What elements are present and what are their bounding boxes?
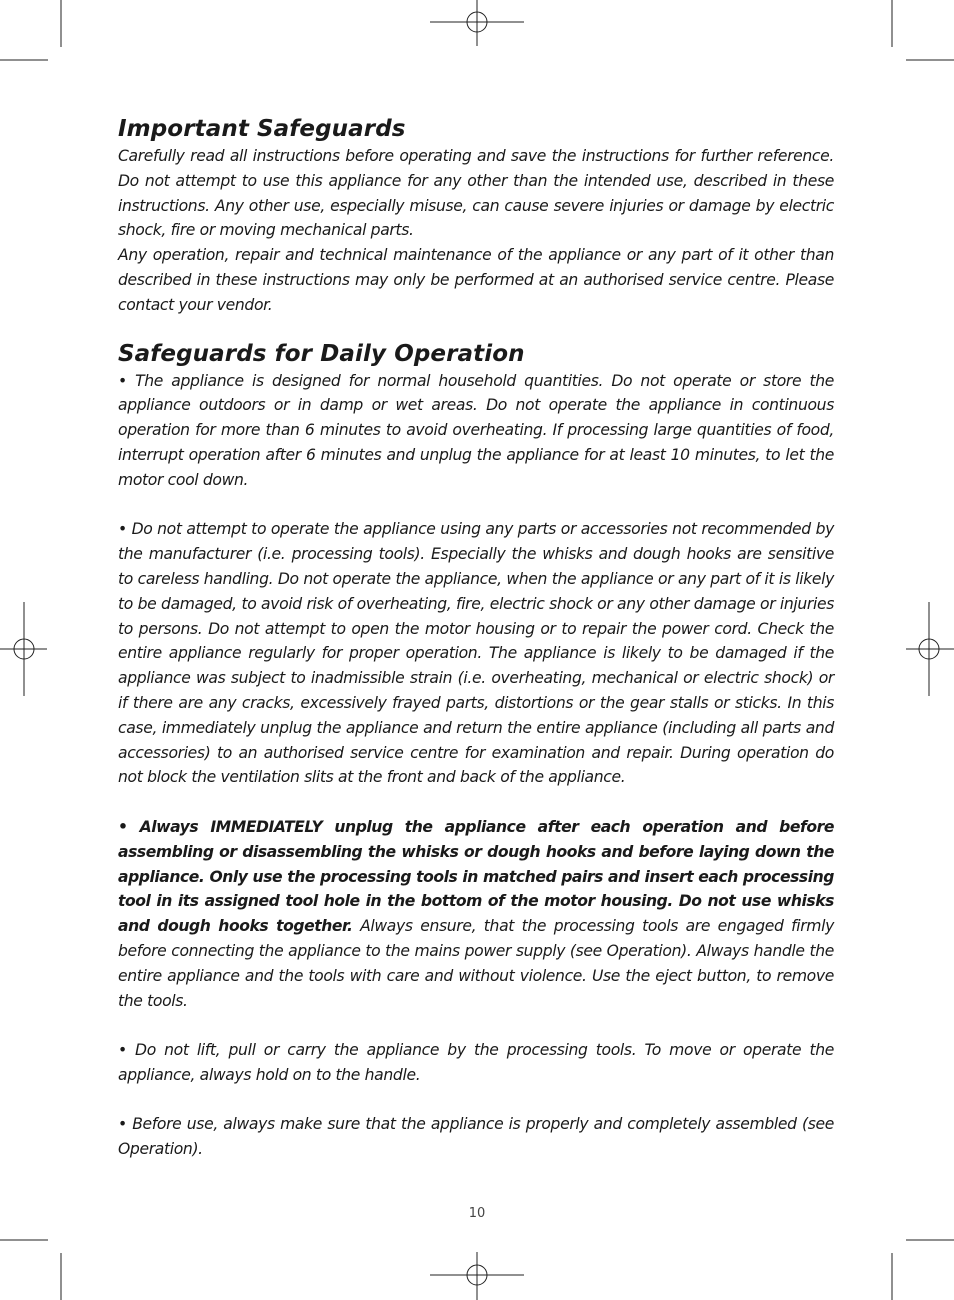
bullet-assembly: • Before use, always make sure that the appliance is properly and completely assembled (see Operation). [118,1115,834,1159]
page-number: 10 [468,1206,486,1221]
registration-mark-left [0,602,47,696]
registration-mark-right [906,602,954,696]
bullet-accessories: • Do not attempt to operate the appliance using any parts or accessories not recommended by the manufacturer (i.e. processing tools). Especially the whisks and dough hooks are sensitive to careless handling. Do not operate the appliance, when the appliance or any part of it is likely to be damaged, to avoid risk of overheating, fire, electric shock or any other damage or injuries to persons. Do not attempt to open the motor housing or to repair the power cord. Check the entire appliance regularly for proper operation. The appliance is likely to be damaged if the appliance was subject to inadmissible strain (i.e. overheating, mechanical or electric shock) or if there are any cracks, excessively frayed parts, distortions or the gear stalls or sticks. In this case, immediately unplug the appliance and return the entire appliance (including all parts and accessories) to an authorised service centre for examination and repair. During operation do not block the ventilation slits at the front and back of the appliance. [118,520,834,787]
section-title-important-safeguards: Important Safeguards [118,116,406,142]
bullet-household-use: • The appliance is designed for normal household quantities. Do not operate or store the appliance outdoors or in damp or wet areas. Do not operate the appliance in continuous operation for more than 6 minutes to avoid overheating. If processing large quantities of food, interrupt operation after 6 minutes and unplug the appliance for at least 10 minutes, to let the motor cool down. [118,371,834,489]
unplug-warning-bold: • Always IMMEDIATELY unplug the appliance after each operation and before assembling or disassembling the whisks or dough hooks and before laying down the appliance. Only use the processing tools in matched pairs and insert each processing tool in its assigned tool hole in the bottom of the motor housing. Do not use whisks and dough hooks together. [118,817,834,936]
page-content [118,114,834,1162]
section-title-daily-operation: Safeguards for Daily Operation [118,340,525,367]
bullet-unplug-warning [118,815,834,1013]
registration-mark-top [430,0,524,46]
intro-paragraph: Carefully read all instructions before operating and save the instructions for further reference. Do not attempt to use this appliance for any other than the intended use, described in these instructions. Any other use, especially misuse, can cause severe injuries or damage by electric shock, fire or moving mechanical parts. [118,147,834,240]
registration-mark-bottom [430,1252,524,1300]
unplug-warning-rest: Always ensure, that the processing tools are engaged firmly before connecting the appliance to the mains power supply (see Operation). Always handle the entire appliance and the tools with care and without violence. Use the eject button, to remove the tools. [118,917,834,1010]
bullet-handling: • Do not lift, pull or carry the appliance by the processing tools. To move or operate the appliance, always hold on to the handle. [118,1041,834,1084]
service-paragraph: Any operation, repair and technical maintenance of the appliance or any part of it other than described in these instructions may only be performed at an authorised service centre. Please contact your vendor. [118,246,834,314]
